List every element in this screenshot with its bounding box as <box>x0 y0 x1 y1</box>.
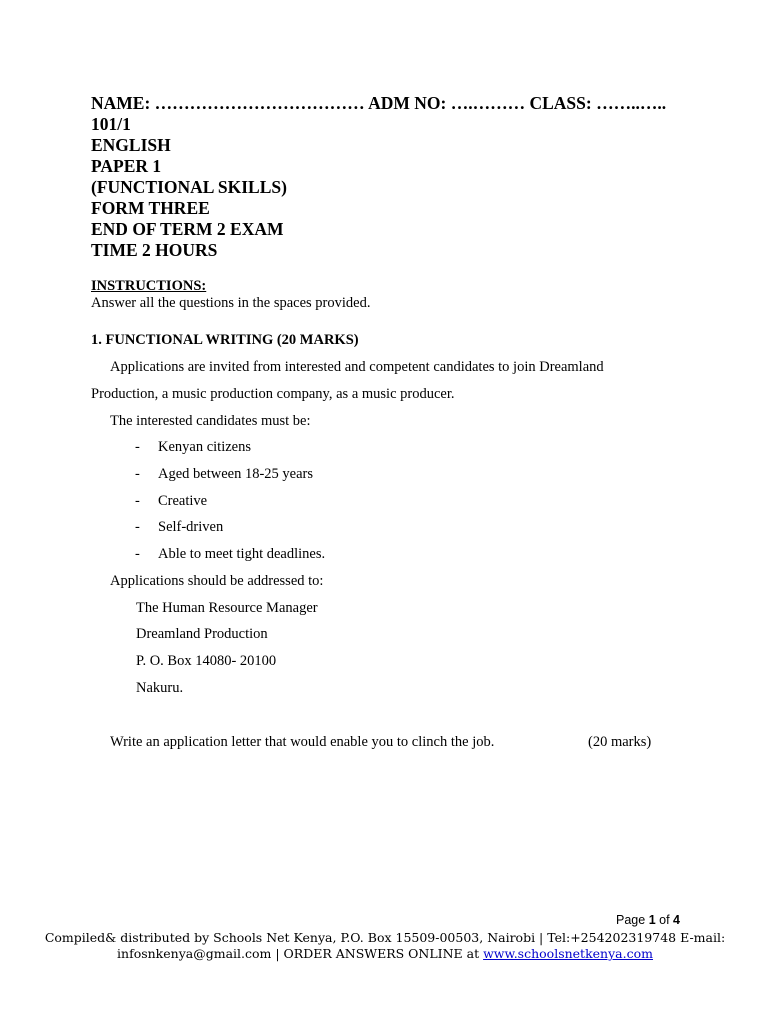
question-intro-line-2: Production, a music production company, as a music producer. <box>91 386 455 402</box>
address-line: P. O. Box 14080- 20100 <box>136 653 277 669</box>
exam-name: END OF TERM 2 EXAM <box>91 219 284 239</box>
subject: ENGLISH <box>91 135 171 155</box>
address-intro: Applications should be addressed to: <box>110 573 324 589</box>
footer-line-2 <box>0 946 770 961</box>
address-line: Dreamland Production <box>136 626 268 642</box>
requirements-intro: The interested candidates must be: <box>110 413 311 429</box>
instructions-title: INSTRUCTIONS: <box>91 278 207 294</box>
exam-header <box>91 93 666 261</box>
task-prompt: Write an application letter that would enable you to clinch the job. <box>110 734 495 750</box>
address-line: The Human Resource Manager <box>136 600 318 616</box>
website-link[interactable]: www.schoolsnetkenya.com <box>483 946 653 961</box>
name-adm-class-line: NAME: ……………………………… ADM NO: ….……… CLASS: ……..….. <box>91 93 667 113</box>
paper-code: 101/1 <box>91 114 131 134</box>
instructions <box>91 278 370 312</box>
footer-line-1: Compiled& distributed by Schools Net Kenya, P.O. Box 15509-00503, Nairobi | Tel:+254202319748 E-mail: <box>44 930 726 945</box>
address-line: Nakuru. <box>136 680 184 696</box>
task-marks: (20 marks) <box>588 734 652 750</box>
paper-type: (FUNCTIONAL SKILLS) <box>91 177 287 197</box>
time-allowed: TIME 2 HOURS <box>91 240 218 260</box>
form-level: FORM THREE <box>91 198 210 218</box>
question-1-title: 1. FUNCTIONAL WRITING (20 MARKS) <box>91 332 359 348</box>
paper-number: PAPER 1 <box>91 156 162 176</box>
instructions-text: Answer all the questions in the spaces provided. <box>91 295 371 311</box>
page-number: Page 1 of 4 <box>616 913 680 927</box>
footer-contact-text: infosnkenya@gmail.com | ORDER ANSWERS ONLINE at <box>117 946 484 961</box>
question-intro-line-1: Applications are invited from interested and competent candidates to join Dreamland <box>110 359 604 375</box>
exam-page: NAME: ……………………………… ADM NO: ….……… CLASS: ……..….. 101/1 ENGLISH PAPER 1 (FUNCTIONAL SKILLS) FORM THREE END OF TERM 2 EXAM TIME 2 HOURS INSTRUCTIONS: Answer all the questions in the spaces provided. 1. FUNCTIONAL WRITING (20 MARKS) Applications are invited from interested and competent candidates to join Dreamland Production, a music production company, as a music producer. The interested candidates must be: - Kenyan citizens - Aged between 18-25 years - Creative - Self-driven - Able to meet tight deadlines. Applications should be addressed to: The Human Resource Manager Dreamland Production P. O. Box 14080- 20100 Nakuru. Write an application letter that would enable you to clinch the job. (20 marks) Page 1 of 4 Compiled& distributed by Schools Net Kenya, P.O. Box 15509-00503, Nairobi | Tel:+254202319748 E-mail: infosnkenya@gmail.com | ORDER ANSWERS ONLINE at www.schoolsnetkenya.com <box>0 0 770 1024</box>
